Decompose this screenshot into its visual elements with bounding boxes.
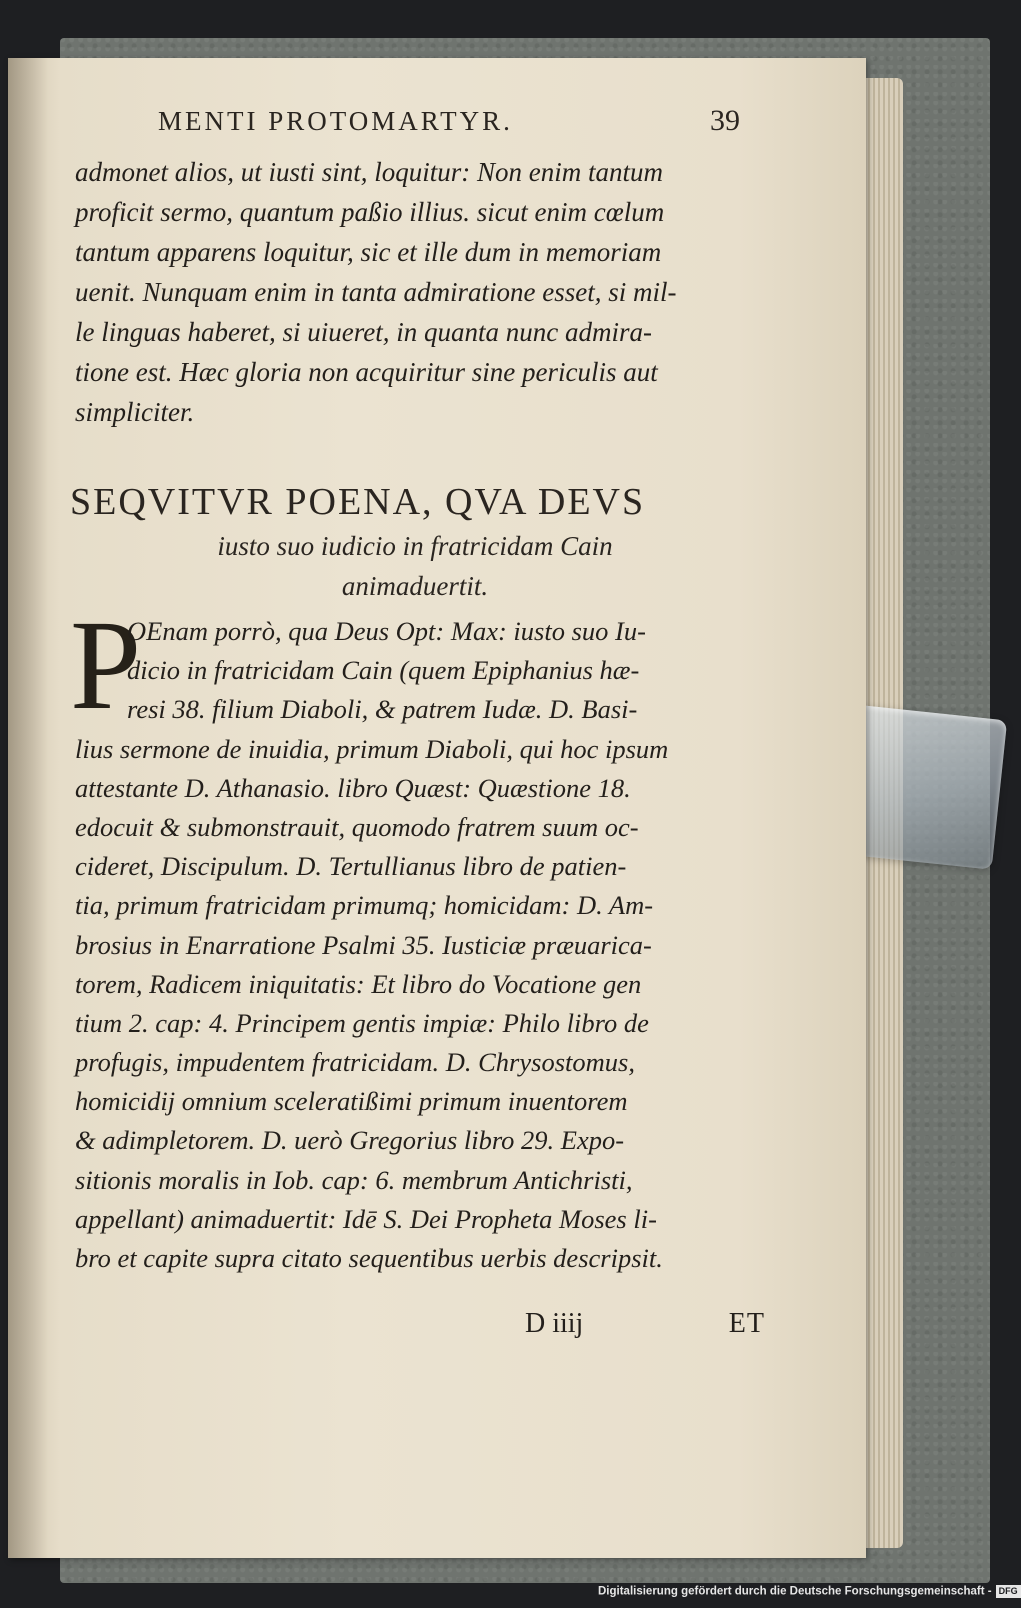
section-heading (60, 478, 770, 606)
text-line: dicio in fratricidam Cain (quem Epiphanius hæ- (127, 655, 640, 686)
text-line: tantum apparens loquitur, sic et ille dum in memoriam (75, 237, 662, 267)
digitization-credit (598, 1585, 1018, 1605)
text-line: lius sermone de inuidia, primum Diaboli, qui hoc ipsum (75, 733, 669, 764)
folio-number: 39 (710, 104, 740, 137)
heading-title: SEQVITVR POENA, QVA DEVS (70, 481, 646, 523)
text-line: edocuit & submonstrauit, quomodo fratrem suum oc- (75, 811, 639, 842)
text-line: le linguas haberet, si uiueret, in quanta nunc admira- (75, 317, 652, 347)
gutter-shadow (8, 58, 48, 1558)
text-line: appellant) animaduertit: Idē S. Dei Propheta Moses li- (75, 1203, 657, 1234)
text-line: tium 2. cap: 4. Principem gentis impiæ: Philo libro de (75, 1007, 649, 1038)
body-paragraph (75, 612, 765, 1278)
text-line: attestante D. Athanasio. libro Quæst: Quæstione 18. (75, 772, 631, 803)
running-title: MENTI PROTOMARTYR. (158, 106, 513, 136)
text-line: sitionis moralis in Iob. cap: 6. membrum Antichristi, (75, 1164, 633, 1195)
text-line: simpliciter. (75, 397, 195, 427)
credit-text: Digitalisierung gefördert durch die Deutsche Forschungsgemeinschaft - (598, 1585, 992, 1598)
text-line: bro et capite supra citato sequentibus uerbis descripsit. (75, 1243, 663, 1273)
text-line: tia, primum fratricidam primumq; homicidam: D. Am- (75, 890, 654, 921)
text-line: cideret, Discipulum. D. Tertullianus libro de patien- (75, 851, 627, 882)
page-footer (525, 1308, 765, 1348)
heading-subtitle: animaduertit. (341, 571, 489, 601)
dfg-logo: DFG (996, 1585, 1021, 1598)
running-head (158, 106, 758, 146)
text-line: OEnam porrò, qua Deus Opt: Max: iusto suo Iu- (127, 616, 646, 646)
text-line: torem, Radicem iniquitatis: Et libro do Vocatione gen (75, 968, 642, 999)
text-line: homicidij omnium sceleratißimi primum inuentorem (75, 1086, 628, 1117)
text-line: proficit sermo, quantum paßio illius. sicut enim cœlum (75, 197, 665, 227)
text-line: resi 38. filium Diaboli, & patrem Iudæ. D. Basi- (127, 694, 638, 725)
text-line: uenit. Nunquam enim in tanta admiratione esset, si mil- (75, 277, 677, 307)
text-line: tione est. Hæc gloria non acquiritur sine periculis aut (75, 357, 658, 387)
text-line: & adimpletorem. D. uerò Gregorius libro 29. Expo- (75, 1125, 625, 1156)
drop-cap: P (70, 594, 142, 736)
continued-paragraph (75, 152, 765, 432)
text-line: brosius in Enarratione Psalmi 35. Iusticiæ præuarica- (75, 929, 652, 960)
text-line: admonet alios, ut iusti sint, loquitur: Non enim tantum (75, 157, 664, 187)
text-line: profugis, impudentem fratricidam. D. Chrysostomus, (75, 1047, 635, 1078)
signature-mark: D iiij (525, 1308, 584, 1339)
catchword: ET (728, 1308, 765, 1339)
heading-subtitle: iusto suo iudicio in fratricidam Cain (217, 531, 613, 561)
